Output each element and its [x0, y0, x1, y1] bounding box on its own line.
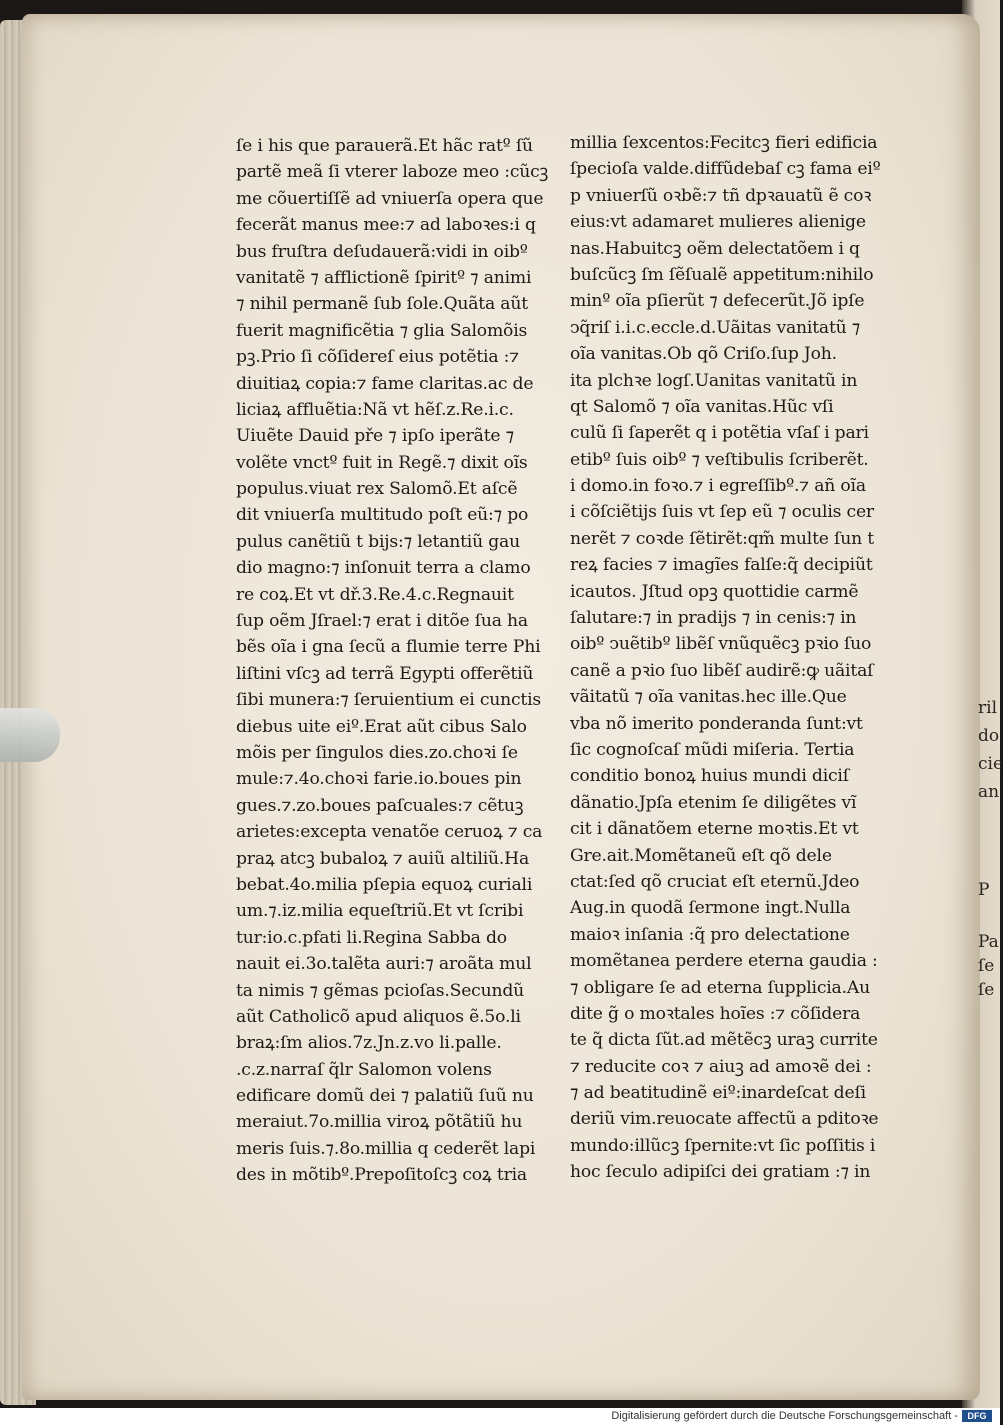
text-line: volẽte vnctº fuit in Regẽ.⁊ dixit oĩs — [236, 452, 528, 473]
text-line: gues.⁊.zo.boues paſcuales:⁊ cẽtuꝫ — [236, 795, 524, 816]
text-line: deriũ vim.reuocate affectũ a pditoꝛe — [570, 1109, 879, 1130]
text-line: braꝝ:ſm alios.7z.Jn.z.vo li.palle. — [236, 1033, 502, 1054]
text-line: ⁊ obligare ſe ad eterna ſupplicia.Au — [570, 977, 870, 998]
text-line: liciaꝝ affluẽtia:Nã vt hẽſ.z.Re.i.c. — [236, 399, 514, 420]
text-line: hoc ſeculo adipiſci dei gratiam :⁊ in — [570, 1162, 871, 1183]
text-line: eius:vt adamaret mulieres alienige — [570, 212, 866, 233]
text-line: buſcũcꝫ ſm ſẽſualẽ appetitum:nihilo — [570, 264, 874, 285]
text-line: ita plchꝛe logſ.Uanitas vanitatũ in — [570, 370, 858, 391]
bookmark-strip — [0, 708, 60, 762]
text-line: p vniuerſũ oꝛbẽ:⁊ tñ dpꝛauatũ ẽ coꝛ — [570, 185, 872, 206]
text-line: Uiuẽte Dauid pře ⁊ ipſo iperãte ⁊ — [236, 426, 514, 447]
text-line: arietes:excepta venatõe ceruoꝝ ⁊ ca — [236, 822, 543, 843]
text-line: mule:⁊.4o.choꝛi farie.io.boues pin — [236, 769, 522, 790]
text-line: bebat.4o.milia pſepia equoꝝ curiali — [236, 874, 533, 895]
text-line: ta nimis ⁊ gẽmas pcioſas.Secundũ — [236, 980, 525, 1001]
text-line: diuitiaꝝ copia:⁊ fame claritas.ac de — [236, 373, 534, 394]
text-line: icautos. Jſtud opꝫ quottidie carmẽ — [570, 581, 859, 602]
text-line: millia ſexcentos:Fecitcꝫ fieri edificia — [570, 133, 878, 153]
text-line: i cõſciẽtijs ſuis vt ſep eũ ⁊ oculis cer — [570, 502, 874, 523]
facing-page-fragment: do — [978, 726, 1000, 746]
text-line: oĩa vanitas.Ob qõ Criſo.ſup Joh. — [570, 344, 837, 365]
text-line: etibº ſuis oibº ⁊ veſtibulis ſcriberẽt. — [570, 449, 869, 470]
text-line: dit vniuerſa multitudo poſt eũ:⁊ po — [236, 505, 529, 526]
text-line: ſe i his que parauerã.Et hãc ratº ſũ — [236, 136, 533, 156]
text-line: culũ ſi ſaperẽt q i potẽtia vſaſ i pari — [570, 423, 869, 444]
text-line: liſtini vſcꝫ ad terrã Egypti offerẽtiũ — [236, 663, 534, 684]
text-line: edificare domũ dei ⁊ palatiũ ſuũ nu — [236, 1086, 534, 1107]
text-line: nas.Habuitcꝫ oẽm delectatõem i q — [570, 238, 860, 259]
text-line: mõis per ſingulos dies.zo.choꝛi ſe — [236, 742, 518, 763]
text-line: oibº ↄuẽtibº libẽſ vnũquẽcꝫ pꝛio ſuo — [570, 634, 872, 655]
text-line: Gre.ait.Momẽtaneũ eſt qõ dele — [570, 845, 832, 866]
facing-page-fragment: cie — [978, 754, 1003, 774]
text-line: ſup oẽm Jſrael:⁊ erat i ditõe ſua ha — [236, 611, 528, 632]
text-line: vba nõ imerito ponderanda ſunt:vt — [570, 713, 863, 734]
text-line: ⁊ ad beatitudinẽ eiº:inardeſcat deſi — [570, 1083, 866, 1104]
text-line: diebus uite eiº.Erat aũt cibus Salo — [236, 716, 527, 737]
text-line: um.⁊.iz.milia equeſtriũ.Et vt ſcribi — [236, 901, 524, 922]
facing-page-fragment: ſe — [978, 956, 995, 976]
text-line: tur:io.c.pfati li.Regina Sabba do — [236, 927, 507, 948]
text-line: des in mõtibº.Prepoſitoſcꝫ coꝝ tria — [236, 1165, 527, 1186]
text-line: aũt Catholicõ apud aliquos ẽ.5o.li — [236, 1006, 521, 1027]
text-line: canẽ a pꝛio ſuo libẽſ audirẽ:ꝙ uãitaſ — [570, 660, 874, 681]
left-text-column — [236, 133, 549, 1189]
text-line: populus.viuat rex Salomõ.Et aſcẽ — [236, 479, 518, 500]
text-line: Aug.in quodã ſermone ingt.Nulla — [570, 898, 851, 919]
text-line: ſibi munera:⁊ ſeruientium ei cunctis — [236, 690, 542, 711]
text-line: ⁊ reducite coꝛ ⁊ aiuꝫ ad amoꝛẽ dei : — [570, 1056, 872, 1077]
text-line: bus fruſtra deſudauerã:vidi in oibº — [236, 241, 528, 262]
text-line: ſpecioſa valde.diffũdebaſ cꝫ fama eiº — [570, 159, 881, 180]
text-line: vãitatũ ⁊ oĩa vanitas.hec ille.Que — [570, 687, 847, 708]
text-line: fecerãt manus mee:⁊ ad laboꝛes:i q — [236, 215, 536, 236]
text-line: ↄq̃riſ i.i.c.eccle.d.Uãitas vanitatũ ⁊ — [570, 317, 861, 338]
text-line: pꝫ.Prio ſi cõſidereſ eius potẽtia :⁊ — [236, 347, 519, 368]
text-line: cit i dãnatõem eterne moꝛtis.Et vt — [570, 819, 859, 840]
facing-page-fragment: ril — [978, 698, 998, 718]
facing-page-fragment: P — [978, 880, 990, 900]
text-line: dãnatio.Jpſa etenim ſe diligẽtes vĩ — [570, 792, 857, 813]
text-line: dite g̃ o moꝛtales hoĩes :⁊ cõſidera — [570, 1003, 861, 1024]
text-line: conditio bonoꝝ huius mundi diciſ — [570, 766, 849, 787]
text-line: nerẽt ⁊ coꝛde ſẽtirẽt:qm̃ multe ſun t — [570, 528, 874, 549]
facing-page-fragment: an — [978, 782, 1000, 802]
text-line: pulus canẽtiũ t bijs:⁊ letantiũ gau — [236, 531, 520, 552]
text-line: vanitatẽ ⁊ afflictionẽ ſpiritº ⁊ animi — [236, 267, 532, 288]
text-line: ⁊ nihil permanẽ ſub ſole.Quãta aũt — [236, 294, 528, 315]
text-line: praꝝ atcꝫ bubaloꝝ ⁊ auiũ altiliũ.Ha — [236, 848, 530, 869]
text-line: re coꝝ.Et vt dř.3.Re.4.c.Regnauit — [236, 584, 514, 605]
facing-page-fragment: Pa — [978, 932, 999, 952]
text-line: ctat:ſed qõ cruciat eſt eternũ.Jdeo — [570, 871, 860, 892]
text-line: maioꝛ inſania :q̃ pro delectatione — [570, 924, 850, 945]
text-line: minº oĩa pſierũt ⁊ defecerũt.Jõ ipſe — [570, 291, 865, 312]
text-line: partẽ meã ſi vterer laboze meo :cũcꝫ — [236, 162, 549, 183]
text-line: qt Salomõ ⁊ oĩa vanitas.Hũc vſi — [570, 396, 834, 417]
text-line: ſic cognoſcaſ mũdi miſeria. Tertia — [570, 739, 855, 760]
text-line: meris ſuis.⁊.8o.millia q cederẽt lapi — [236, 1138, 536, 1159]
text-line: reꝝ facies ⁊ imagĩes falſe:q̃ decipiũt — [570, 555, 873, 576]
text-line: fuerit magnificẽtia ⁊ glia Salomõis — [236, 320, 528, 341]
text-line: ſalutare:⁊ in pradijs ⁊ in cenis:⁊ in — [570, 608, 857, 629]
text-line: me cõuertiſſẽ ad vniuerſa opera que — [236, 188, 544, 209]
right-text-column — [570, 130, 882, 1186]
dfg-logo: DFG — [962, 1410, 992, 1422]
text-line: meraiut.7o.millia viroꝝ põtãtiũ hu — [236, 1112, 523, 1133]
text-line: .c.z.narraſ q̃lr Salomon volens — [236, 1059, 492, 1080]
text-line: bẽs oĩa i gna ſecũ a flumie terre Phi — [236, 637, 541, 658]
text-line: nauit ei.3o.talẽta auri:⁊ aroãta mul — [236, 954, 532, 975]
text-line: momẽtanea perdere eterna gaudia : — [570, 951, 878, 972]
digitization-credit: Digitalisierung gefördert durch die Deutsche Forschungsgemeinschaft - — [611, 1410, 958, 1422]
text-line: te q̃ dicta ſũt.ad mẽtẽcꝫ uraꝫ currite — [570, 1030, 878, 1051]
text-line: mundo:illũcꝫ ſpernite:vt ſic poſſitis i — [570, 1135, 876, 1156]
facing-page-fragment: ſe — [978, 980, 995, 1000]
text-line: i domo.in foꝛo.⁊ i egreſſibº.⁊ añ oĩa — [570, 476, 866, 497]
text-line: dio magno:⁊ inſonuit terra a clamo — [236, 558, 531, 579]
